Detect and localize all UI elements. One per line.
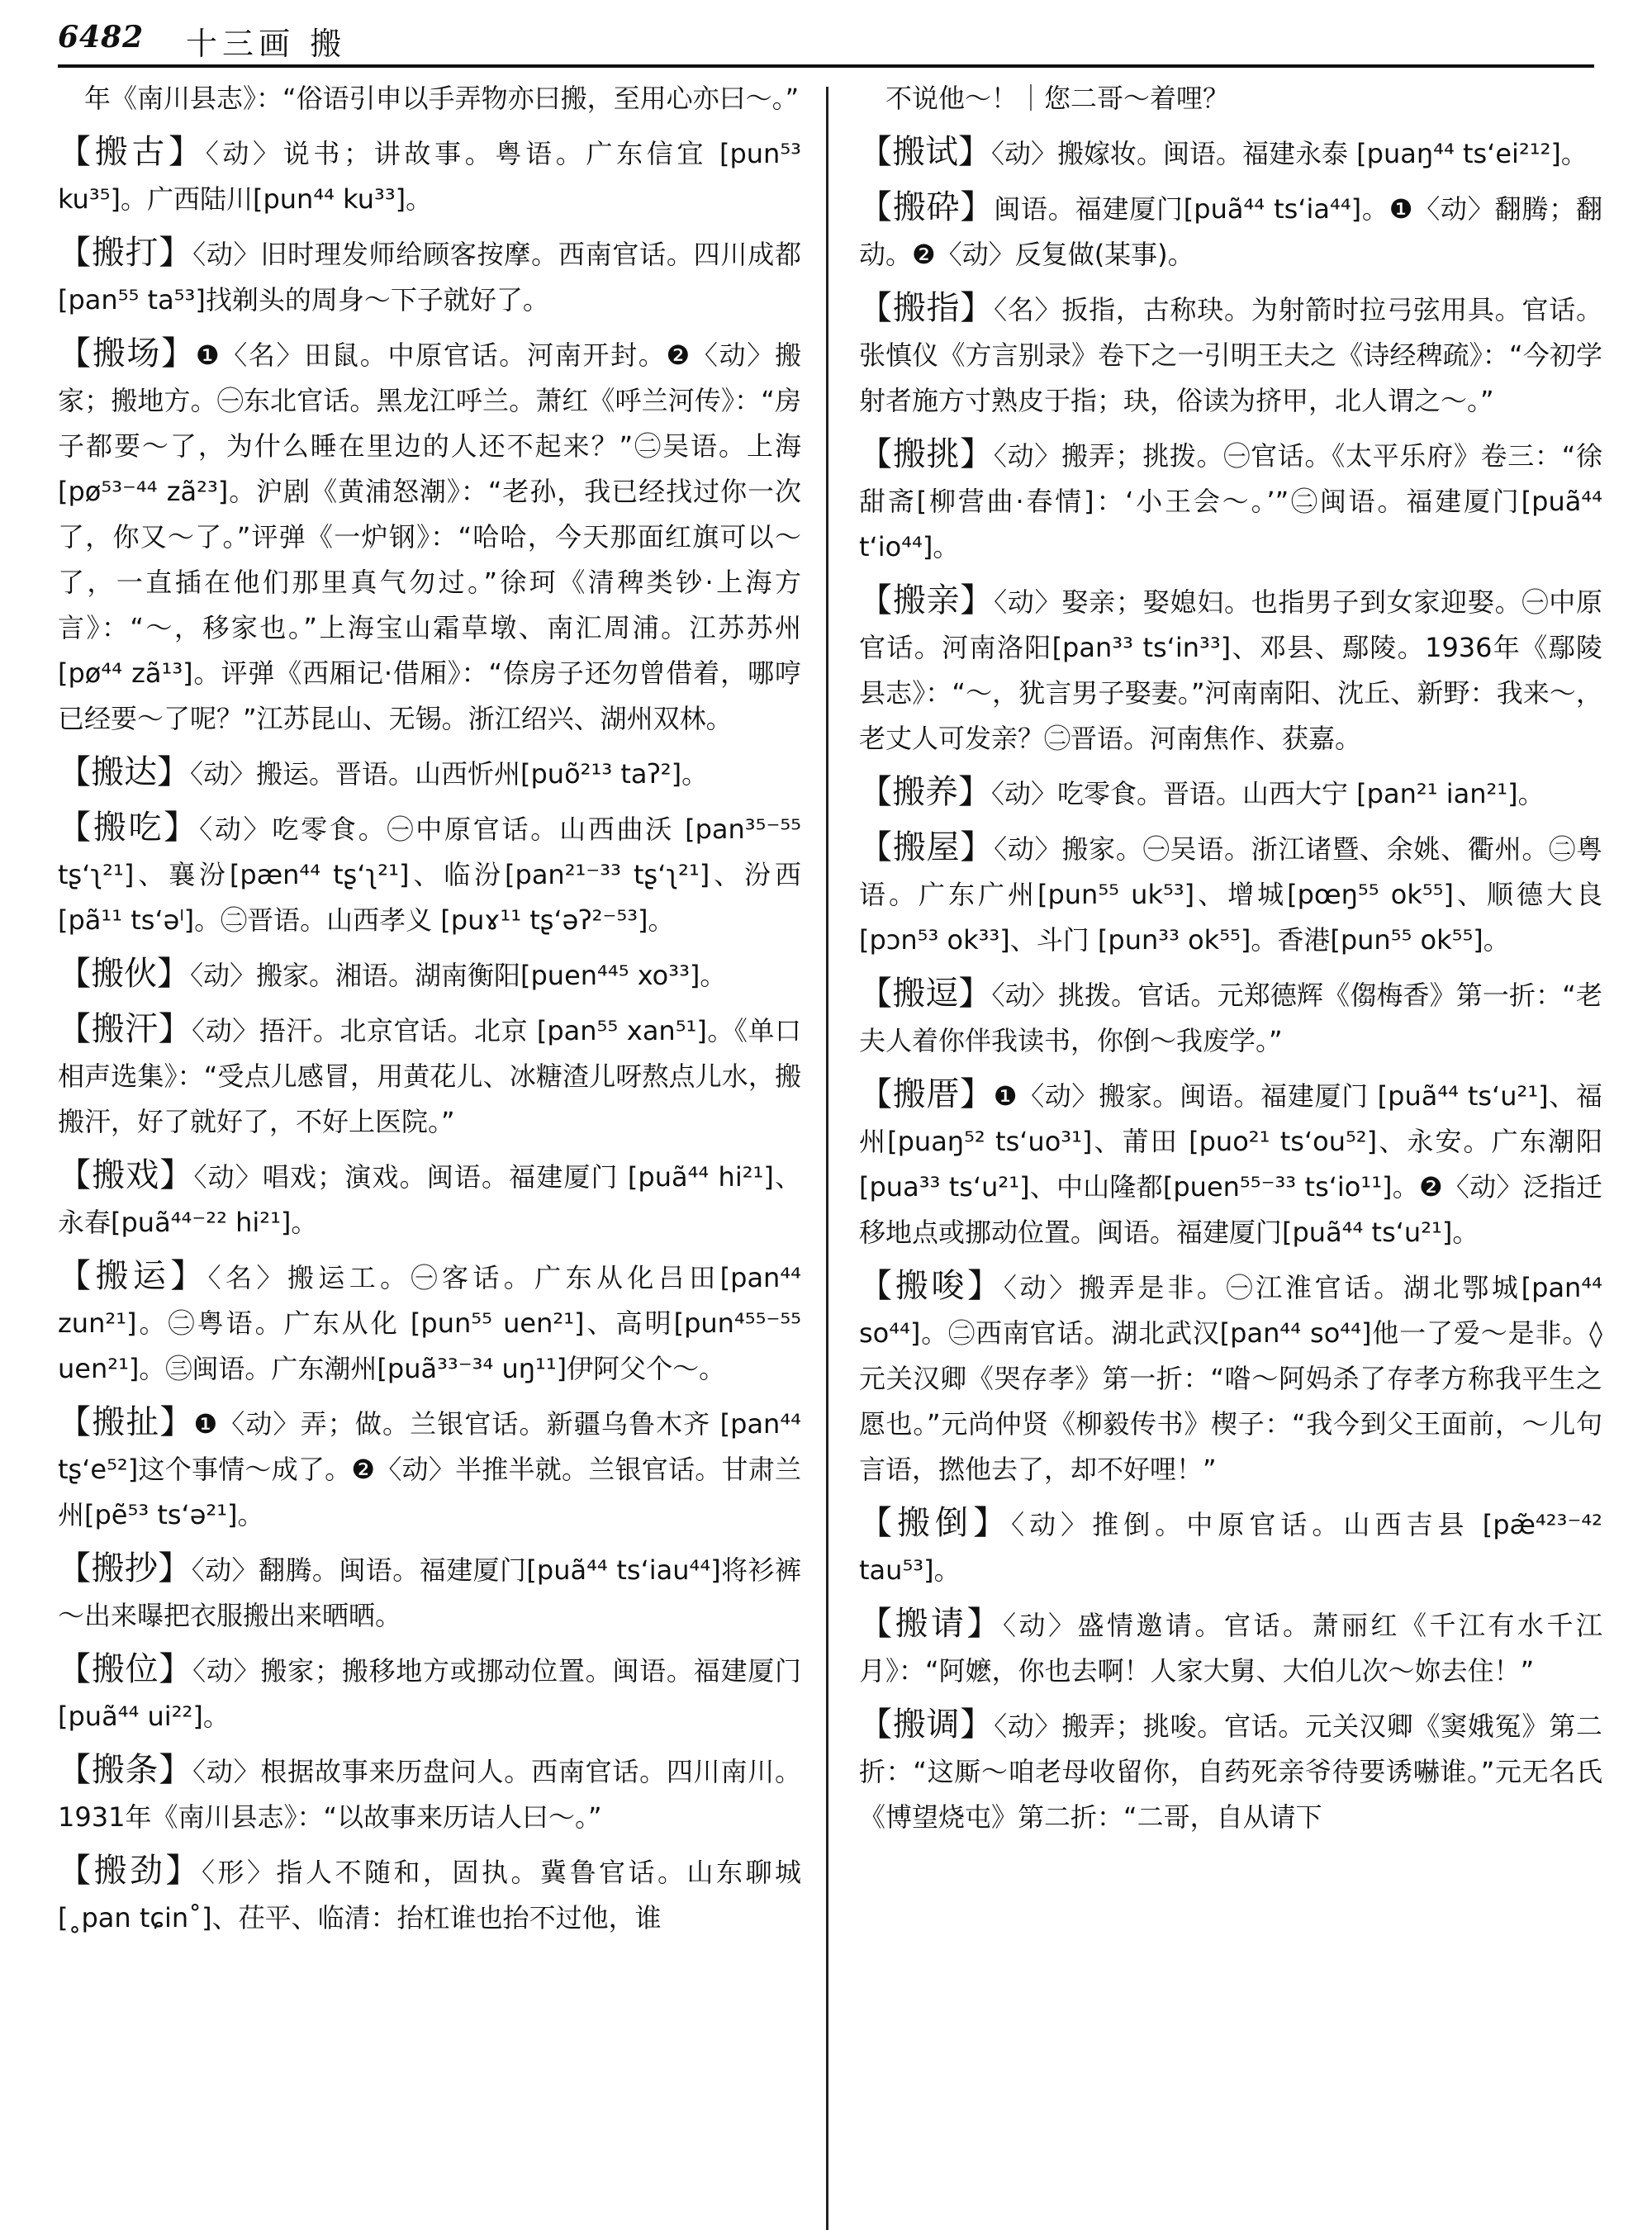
entry-definition: ❶〈动〉弄；做。兰银官话。新疆乌鲁木齐 [pan⁴⁴ tʂʻe⁵²]这个事情～成了。❷〈动〉半推半就。兰银官话。甘肃兰州[pẽ⁵³ tsʻə²¹]。 [58, 1408, 801, 1530]
page-number: 6482 [58, 20, 145, 55]
entry-definition: 闽语。福建厦门[puã⁴⁴ tsʻia⁴⁴]。❶〈动〉翻腾；翻动。❷〈动〉反复做(某事)。 [859, 193, 1602, 270]
dictionary-entry [58, 1400, 801, 1538]
entry-definition: 〈动〉搬家。湘语。湖南衡阳[puen⁴⁴⁵ xo³³]。 [190, 960, 727, 991]
entry-definition: 〈动〉说书；讲故事。粤语。广东信宜 [pun⁵³ ku³⁵]。广西陆川[pun⁴⁴ ku³³]。 [58, 138, 801, 215]
dictionary-entry [859, 1702, 1602, 1840]
entry-headword: 【搬砕】 [859, 188, 995, 226]
entry-headword: 【搬戏】 [58, 1156, 194, 1194]
entry-definition: 〈动〉搬弄；挑拨。㊀官话。《太平乐府》卷三：“徐甜斋[柳营曲·春情]：‘小王会～。’”㊁闽语。福建厦门[puã⁴⁴ tʻio⁴⁴]。 [859, 440, 1602, 562]
entry-headword: 【搬位】 [58, 1650, 193, 1688]
dictionary-entry [58, 1153, 801, 1245]
entry-definition: ❶〈动〉搬家。闽语。福建厦门 [puã⁴⁴ tsʻu²¹]、福州[puaŋ⁵² tsʻuo³¹]、莆田 [puo²¹ tsʻou⁵²]、永安。广东潮阳 [pua³³ tsʻu²¹]、中山隆都[puen⁵⁵⁻³³ tsʻio¹¹]。❷〈动〉泛指迁移地点或挪动位置。闽语。福建厦门[puã⁴⁴ tsʻu²¹]。 [859, 1080, 1602, 1248]
entry-definition: ❶〈名〉田鼠。中原官话。河南开封。❷〈动〉搬家；搬地方。㊀东北官话。黑龙江呼兰。萧红《呼兰河传》：“房子都要～了，为什么睡在里边的人还不起来？”㊁吴语。上海[pø⁵³⁻⁴⁴ zã²³]。沪剧《黄浦怒潮》：“老孙，我已经找过你一次了，你又～了。”评弹《一炉钢》：“哈哈，今天那面红旗可以～了，一直插在他们那里真气勿过。”徐珂《清稗类钞·上海方言》：“～，移家也。”上海宝山霜草墩、南汇周浦。江苏苏州[pø⁴⁴ zã¹³]。评弹《西厢记·借厢》：“倷房子还勿曾借着，哪哼已经要～了呢？”江苏昆山、无锡。浙江绍兴、湖州双林。 [58, 339, 801, 734]
entry-definition: 〈动〉旧时理发师给顾客按摩。西南官话。四川成都[pan⁵⁵ ta⁵³]找剃头的周身～下子就好了。 [58, 239, 801, 316]
entry-definition: 〈动〉挑拨。官话。元郑德辉《㑳梅香》第一折：“老夫人着你伴我读书，你倒～我废学。” [859, 980, 1602, 1056]
entry-definition: 〈动〉翻腾。闽语。福建厦门[puã⁴⁴ tsʻiau⁴⁴]将衫裤～出来曝把衣服搬出来晒晒。 [58, 1554, 801, 1631]
dictionary-entry [58, 130, 801, 222]
dictionary-entry [58, 1007, 801, 1145]
entry-definition: 〈动〉根据故事来历盘问人。西南官话。四川南川。1931年《南川县志》：“以故事来历诘人曰～。” [58, 1756, 801, 1833]
entry-headword: 【搬汗】 [58, 1010, 192, 1048]
dictionary-entry [58, 1647, 801, 1739]
entry-headword: 【搬抄】 [58, 1549, 192, 1587]
right-column [859, 76, 1602, 1848]
entry-definition: 〈动〉搬家。㊀吴语。浙江诸暨、余姚、衢州。㊁粤语。广东广州[pun⁵⁵ uk⁵³]、增城[pœŋ⁵⁵ ok⁵⁵]、顺德大良[pɔn⁵³ ok³³]、斗门 [pun³³ ok⁵⁵]。香港[pun⁵⁵ ok⁵⁵]。 [859, 833, 1602, 956]
page-title: 十三画 搬 [186, 26, 347, 62]
entry-headword: 【搬指】 [859, 289, 995, 327]
entry-headword: 【搬倒】 [859, 1504, 1012, 1542]
entry-headword: 【搬扯】 [58, 1403, 194, 1441]
dictionary-entry [58, 1848, 801, 1941]
continuation-text: 年《南川县志》：“俗语引申以手弄物亦曰搬，至用心亦曰～。” [84, 83, 800, 114]
entry-definition: 〈动〉搬家；搬移地方或挪动位置。闽语。福建厦门[puã⁴⁴ ui²²]。 [58, 1655, 801, 1732]
dictionary-entry [58, 1546, 801, 1639]
dictionary-entry [859, 130, 1602, 177]
entry-definition: 〈名〉搬运工。㊀客话。广东从化吕田[pan⁴⁴ zun²¹]。㊁粤语。广东从化 [pun⁵⁵ uen²¹]、高明[pun⁴⁵⁵⁻⁵⁵ uen²¹]。㊂闽语。广东潮州[puã³³⁻³⁴ uŋ¹¹]伊阿父个～。 [58, 1262, 801, 1384]
dictionary-entry [859, 286, 1602, 424]
entry-headword: 【搬屋】 [859, 828, 995, 866]
entry-definition: 〈形〉指人不随和，固执。冀鲁官话。山东聊城 [˳pan tɕin˚]、茌平、临清：抬杠谁也抬不过他，谁 [58, 1857, 801, 1933]
entry-definition: 〈动〉娶亲；娶媳妇。也指男子到女家迎娶。㊀中原官话。河南洛阳[pan³³ tsʻin³³]、邓县、鄢陵。1936年《鄢陵县志》：“～，犹言男子娶妻。”河南南阳、沈丘、新野：我来～，老丈人可发亲？㊁晋语。河南焦作、获嘉。 [859, 586, 1602, 754]
entry-headword: 【搬伙】 [58, 955, 190, 993]
entry-headword: 【搬场】 [58, 334, 196, 372]
entry-definition: 〈动〉唱戏；演戏。闽语。福建厦门 [puã⁴⁴ hi²¹]、永春[puã⁴⁴⁻²² hi²¹]。 [58, 1161, 801, 1238]
dictionary-entry [58, 1254, 801, 1392]
entry-definition: 〈动〉吃零食。㊀中原官话。山西曲沃 [pan³⁵⁻⁵⁵ tʂʻʅ²¹]、襄汾[pæn⁴⁴ tʂʻʅ²¹]、临汾[pan²¹⁻³³ tʂʻʅ²¹]、汾西 [pã¹¹ tsʻəˡ]。㊁晋语。山西孝义 [puɤ¹¹ tʂʻəʔ²⁻⁵³]。 [58, 814, 801, 936]
entry-definition: 〈动〉搬弄；挑唆。官话。元关汉卿《窦娥冤》第二折：“这厮～咱老母收留你，自药死亲爷待要诱嚇谁。”元无名氏《博望烧屯》第二折：“二哥，自从请下 [859, 1710, 1602, 1833]
entry-headword: 【搬打】 [58, 234, 193, 272]
page-header [58, 15, 1594, 68]
dictionary-entry [58, 331, 801, 742]
dictionary-entry [859, 432, 1602, 570]
dictionary-entry [859, 578, 1602, 762]
dictionary-entry [859, 1264, 1602, 1492]
entry-definition: 〈动〉搬弄是非。㊀江淮官话。湖北鄂城[pan⁴⁴ so⁴⁴]。㊁西南官话。湖北武汉[pan⁴⁴ so⁴⁴]他一了爱～是非。◊元关汉卿《哭存孝》第一折：“喒～阿妈杀了存孝方称我平生之愿也。”元尚仲贤《柳毅传书》楔子：“我今到父王面前，～儿句言语，撚他去了，却不好哩！” [859, 1272, 1602, 1485]
entry-headword: 【搬达】 [58, 753, 190, 791]
entry-definition: 〈名〉扳指，古称玦。为射箭时拉弓弦用具。官话。张慎仪《方言别录》卷下之一引明王夫之《诗经稗疏》：“今初学射者施方寸熟皮于指；玦，俗读为挤甲，北人谓之～。” [859, 294, 1602, 416]
column-divider [826, 87, 828, 2230]
dictionary-entry [859, 971, 1602, 1064]
entry-definition: 〈动〉吃零食。晋语。山西大宁 [pan²¹ ian²¹]。 [991, 778, 1545, 809]
entry-headword: 【搬逗】 [859, 975, 992, 1013]
continuation-text: 不说他～！｜您二哥～着哩？ [885, 83, 1230, 114]
dictionary-entry [58, 750, 801, 797]
dictionary-entry [58, 951, 801, 999]
entry-headword: 【搬请】 [859, 1605, 1003, 1643]
entry-definition: 〈动〉捂汗。北京官话。北京 [pan⁵⁵ xan⁵¹]。《单口相声选集》：“受点儿感冒，用黄花儿、冰糖渣儿呀熬点儿水，搬搬汗，好了就好了，不好上医院。” [58, 1015, 801, 1137]
entry-definition: 〈动〉搬运。晋语。山西忻州[puõ²¹³ taʔ²]。 [190, 758, 709, 790]
dictionary-entry [859, 825, 1602, 963]
entry-headword: 【搬试】 [859, 133, 991, 171]
entry-headword: 【搬养】 [859, 773, 991, 811]
entry-definition: 〈动〉推倒。中原官话。山西吉县 [pæ̃⁴²³⁻⁴² tau⁵³]。 [859, 1509, 1602, 1586]
entry-headword: 【搬条】 [58, 1751, 193, 1789]
dictionary-entry [859, 185, 1602, 278]
entry-headword: 【搬唆】 [859, 1267, 1004, 1305]
dictionary-entry [859, 1072, 1602, 1255]
entry-headword: 【搬劲】 [58, 1852, 202, 1890]
dictionary-entry [58, 805, 801, 943]
dictionary-entry [859, 1601, 1602, 1694]
entry-headword: 【搬亲】 [859, 581, 995, 619]
entry-headword: 【搬厝】 [859, 1075, 994, 1113]
dictionary-entry [58, 230, 801, 323]
entry-definition: 〈动〉盛情邀请。官话。萧丽红《千江有水千江月》：“阿嬷，你也去啊！人家大舅、大伯儿次～妳去住！” [859, 1610, 1602, 1687]
entry-headword: 【搬古】 [58, 133, 206, 171]
entry-headword: 【搬调】 [859, 1706, 995, 1744]
dictionary-entry [859, 770, 1602, 817]
dictionary-entry [859, 1501, 1602, 1593]
entry-definition: 〈动〉搬嫁妆。闽语。福建永泰 [puaŋ⁴⁴ tsʻei²¹²]。 [991, 138, 1588, 169]
entry-headword: 【搬吃】 [58, 809, 200, 847]
dictionary-entry [58, 1748, 801, 1840]
entry-headword: 【搬运】 [58, 1257, 208, 1295]
left-column [58, 76, 801, 1949]
entry-headword: 【搬挑】 [859, 435, 994, 473]
